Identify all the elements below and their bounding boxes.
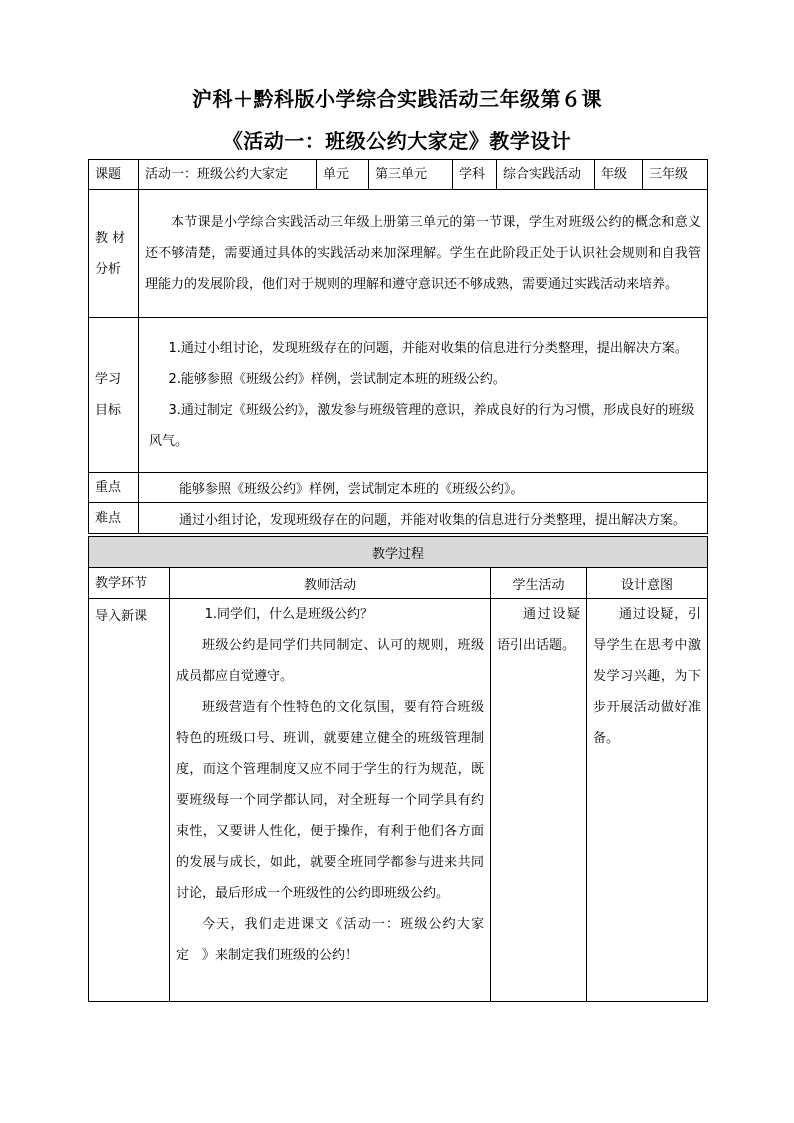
student-activity-cell <box>491 599 587 1002</box>
objective-item: 2.能够参照《班级公约》样例，尝试制定本班的班级公约。 <box>168 372 506 387</box>
objectives-list <box>139 318 708 473</box>
difficulty-label: 难点 <box>89 503 139 534</box>
design-intent-cell <box>587 599 708 1002</box>
subject-value: 综合实践活动 <box>497 160 595 190</box>
difficulty-row <box>89 503 708 534</box>
unit-value: 第三单元 <box>369 160 453 190</box>
objective-item: 1.通过小组讨论，发现班级存在的问题，并能对收集的信息进行分类整理，提出解决方案。 <box>168 341 688 356</box>
analysis-row <box>89 190 708 318</box>
teaching-process-table <box>88 536 708 1002</box>
teacher-paragraph: 班级公约是同学们共同制定、认可的规则，班级成员都应自觉遵守。 <box>176 638 484 684</box>
grade-label: 年级 <box>595 160 643 190</box>
grade-value: 三年级 <box>643 160 708 190</box>
design-intent-text: 通过设疑，引导学生在思考中激发学习兴趣，为下步开展活动做好准备。 <box>593 607 702 746</box>
subject-label: 学科 <box>453 160 497 190</box>
topic-label: 课题 <box>89 160 139 190</box>
lesson-info-table <box>88 159 708 534</box>
key-point-text: 能够参照《班级公约》样例，尝试制定本班的《班级公约》。 <box>139 473 708 503</box>
objective-item: 3.通过制定《班级公约》，激发参与班级管理的意识，养成良好的行为习惯，形成良好的班级风气。 <box>149 403 695 449</box>
col-stage-header: 教学环节 <box>89 568 170 599</box>
teacher-paragraph: 今天，我们走进课文《活动一：班级公约大家定 》来制定我们班级的公约！ <box>176 917 484 963</box>
objectives-label <box>89 318 139 473</box>
stage-cell: 导入新课 <box>89 599 170 1002</box>
teacher-paragraph: 班级营造有个性特色的文化氛围，要有符合班级特色的班级口号、班训，就要建立健全的班级管理制度，而这个管理制度又应不同于学生的行为规范，既要班级每一个同学都认同，对全班每一个同学具有约束性，又要讲人性化，便于操作，有利于他们各方面的发展与成长，如此，就要全班同学都参与进来共同讨论，最后形成一个班级性的公约即班级公约。 <box>176 700 484 901</box>
col-student-header: 学生活动 <box>491 568 587 599</box>
teacher-activity-cell <box>170 599 491 1002</box>
topic-value: 活动一：班级公约大家定 <box>139 160 317 190</box>
process-row-intro <box>89 599 708 1002</box>
key-point-label: 重点 <box>89 473 139 503</box>
unit-label: 单元 <box>317 160 369 190</box>
col-teacher-header: 教师活动 <box>170 568 491 599</box>
key-point-row <box>89 473 708 503</box>
objectives-label-line1: 学习 <box>95 372 122 387</box>
analysis-label-line1: 教 材 <box>95 230 126 246</box>
process-columns-row <box>89 568 708 599</box>
difficulty-text: 通过小组讨论，发现班级存在的问题，并能对收集的信息进行分类整理，提出解决方案。 <box>139 503 708 534</box>
analysis-label <box>89 190 139 318</box>
document-title-line1: 沪科＋黔科版小学综合实践活动三年级第６课 <box>192 87 602 111</box>
objectives-row <box>89 318 708 473</box>
objectives-label-line2: 目标 <box>95 403 122 418</box>
document-title-line2: 《活动一：班级公约大家定》教学设计 <box>222 129 572 153</box>
header-row <box>89 160 708 190</box>
col-intent-header: 设计意图 <box>587 568 708 599</box>
student-activity-text: 通过设疑语引出话题。 <box>497 607 580 653</box>
process-header-row <box>89 537 708 568</box>
analysis-label-line2: 分析 <box>95 261 122 277</box>
teacher-paragraph: 1.同学们，什么是班级公约？ <box>204 607 373 622</box>
process-header: 教学过程 <box>89 537 708 568</box>
analysis-text: 本节课是小学综合实践活动三年级上册第三单元的第一节课，学生对班级公约的概念和意义还不够清楚，需要通过具体的实践活动来加深理解。学生在此阶段正处于认识社会规则和自我管理能力的发展阶段，他们对于规则的理解和遵守意识还不够成熟，需要通过实践活动来培养。 <box>139 190 708 318</box>
